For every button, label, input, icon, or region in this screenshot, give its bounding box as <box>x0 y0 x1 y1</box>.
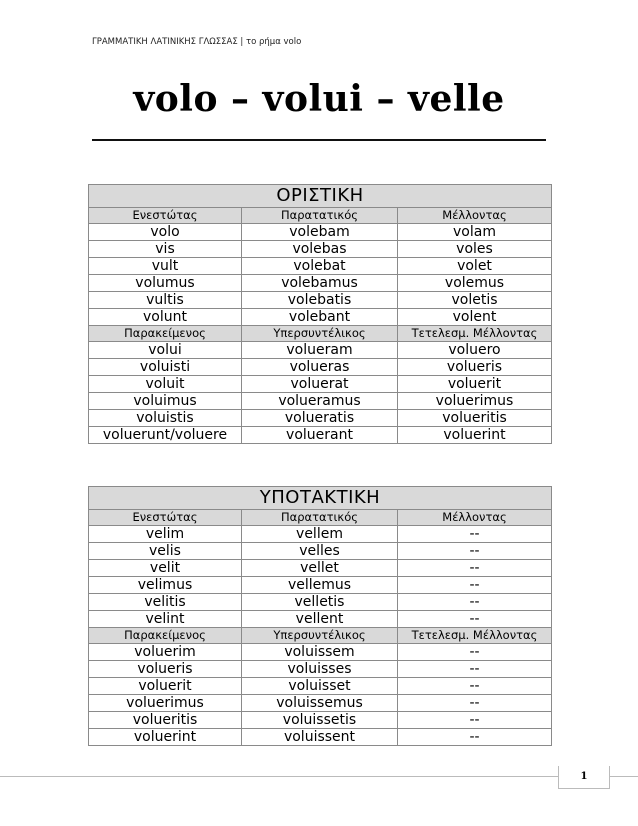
table-row <box>89 224 552 241</box>
table-row <box>89 526 552 543</box>
verb-form-cell: -- <box>398 729 552 746</box>
title-underline <box>92 139 546 141</box>
table-row <box>89 359 552 376</box>
table-row <box>89 292 552 309</box>
verb-form-cell: voluerint <box>89 729 242 746</box>
verb-form-cell: voluerant <box>242 427 398 444</box>
verb-form-cell: -- <box>398 543 552 560</box>
verb-form-cell: vultis <box>89 292 242 309</box>
verb-form-cell: voluerat <box>242 376 398 393</box>
verb-form-cell: vellem <box>242 526 398 543</box>
table-row <box>89 695 552 712</box>
verb-form-cell: voluerit <box>89 678 242 695</box>
table-row <box>89 594 552 611</box>
page-title: volo – volui – velle <box>133 78 505 120</box>
table-row <box>89 258 552 275</box>
verb-form-cell: voles <box>398 241 552 258</box>
verb-form-cell: velint <box>89 611 242 628</box>
verb-form-cell: volunt <box>89 309 242 326</box>
verb-form-cell: volueritis <box>398 410 552 427</box>
verb-form-cell: voluero <box>398 342 552 359</box>
verb-form-cell: volebatis <box>242 292 398 309</box>
verb-form-cell: velimus <box>89 577 242 594</box>
verb-form-cell: velitis <box>89 594 242 611</box>
verb-form-cell: -- <box>398 560 552 577</box>
verb-form-cell: -- <box>398 712 552 729</box>
verb-form-cell: -- <box>398 695 552 712</box>
verb-form-cell: -- <box>398 678 552 695</box>
verb-form-cell: -- <box>398 526 552 543</box>
verb-form-cell: volebant <box>242 309 398 326</box>
verb-form-cell: -- <box>398 594 552 611</box>
table-row <box>89 729 552 746</box>
tense-header: Ενεστώτας <box>89 510 242 526</box>
mood-heading-row <box>89 487 552 510</box>
verb-form-cell: voluerimus <box>398 393 552 410</box>
verb-form-cell: voluisti <box>89 359 242 376</box>
tense-header-row <box>89 510 552 526</box>
verb-form-cell: vellet <box>242 560 398 577</box>
verb-form-cell: voluissem <box>242 644 398 661</box>
verb-form-cell: volet <box>398 258 552 275</box>
verb-form-cell: vult <box>89 258 242 275</box>
verb-form-cell: volent <box>398 309 552 326</box>
verb-form-cell: volueras <box>242 359 398 376</box>
table-row <box>89 309 552 326</box>
verb-form-cell: velim <box>89 526 242 543</box>
verb-form-cell: volam <box>398 224 552 241</box>
table-row <box>89 712 552 729</box>
tense-header-row <box>89 628 552 644</box>
table-row <box>89 678 552 695</box>
table-row <box>89 393 552 410</box>
verb-form-cell: voluimus <box>89 393 242 410</box>
verb-form-cell: volueramus <box>242 393 398 410</box>
verb-form-cell: velletis <box>242 594 398 611</box>
verb-form-cell: volueris <box>398 359 552 376</box>
table-row <box>89 342 552 359</box>
tense-header: Μέλλοντας <box>398 208 552 224</box>
mood-heading: ΥΠΟΤΑΚΤΙΚΗ <box>89 487 552 510</box>
table-row <box>89 275 552 292</box>
verb-form-cell: volo <box>89 224 242 241</box>
verb-form-cell: vis <box>89 241 242 258</box>
verb-form-cell: volueram <box>242 342 398 359</box>
tense-header: Τετελεσμ. Μέλλοντας <box>398 628 552 644</box>
subjunctive-table <box>88 486 552 746</box>
table-row <box>89 376 552 393</box>
tense-header: Παρατατικός <box>242 510 398 526</box>
verb-form-cell: volebat <box>242 258 398 275</box>
tense-header: Ενεστώτας <box>89 208 242 224</box>
mood-heading-row <box>89 185 552 208</box>
verb-form-cell: volueritis <box>89 712 242 729</box>
verb-form-cell: volebamus <box>242 275 398 292</box>
tense-header: Υπερσυντέλικος <box>242 628 398 644</box>
verb-form-cell: velis <box>89 543 242 560</box>
verb-form-cell: volumus <box>89 275 242 292</box>
verb-form-cell: volueratis <box>242 410 398 427</box>
tense-header-row <box>89 208 552 224</box>
tense-header: Παρακείμενος <box>89 628 242 644</box>
verb-form-cell: -- <box>398 577 552 594</box>
verb-form-cell: voluisset <box>242 678 398 695</box>
tense-header: Παρακείμενος <box>89 326 242 342</box>
mood-heading: ΟΡΙΣΤΙΚΗ <box>89 185 552 208</box>
table-row <box>89 427 552 444</box>
tense-header: Τετελεσμ. Μέλλοντας <box>398 326 552 342</box>
verb-form-cell: -- <box>398 661 552 678</box>
verb-form-cell: vellemus <box>242 577 398 594</box>
verb-form-cell: voluerimus <box>89 695 242 712</box>
table-row <box>89 560 552 577</box>
verb-form-cell: volemus <box>398 275 552 292</box>
verb-form-cell: volebas <box>242 241 398 258</box>
verb-form-cell: voluissetis <box>242 712 398 729</box>
tense-header: Υπερσυντέλικος <box>242 326 398 342</box>
verb-form-cell: -- <box>398 611 552 628</box>
verb-form-cell: voletis <box>398 292 552 309</box>
verb-form-cell: volui <box>89 342 242 359</box>
verb-form-cell: volebam <box>242 224 398 241</box>
table-row <box>89 543 552 560</box>
verb-form-cell: volueris <box>89 661 242 678</box>
verb-form-cell: voluerint <box>398 427 552 444</box>
verb-form-cell: voluerunt/voluere <box>89 427 242 444</box>
tense-header: Παρατατικός <box>242 208 398 224</box>
verb-form-cell: vellent <box>242 611 398 628</box>
verb-form-cell: velles <box>242 543 398 560</box>
verb-form-cell: voluisses <box>242 661 398 678</box>
verb-form-cell: velit <box>89 560 242 577</box>
table-row <box>89 577 552 594</box>
verb-form-cell: voluerit <box>398 376 552 393</box>
verb-form-cell: voluerim <box>89 644 242 661</box>
page-number: 1 <box>558 766 610 789</box>
footer-rule <box>0 776 638 777</box>
table-row <box>89 661 552 678</box>
verb-form-cell: voluissent <box>242 729 398 746</box>
table-row <box>89 410 552 427</box>
table-row <box>89 644 552 661</box>
table-row <box>89 611 552 628</box>
indicative-table <box>88 184 552 444</box>
running-header: ΓΡΑΜΜΑΤΙΚΗ ΛΑΤΙΝΙΚΗΣ ΓΛΩΣΣΑΣ | το ρήμα volo <box>92 37 302 47</box>
table-row <box>89 241 552 258</box>
verb-form-cell: voluissemus <box>242 695 398 712</box>
tense-header-row <box>89 326 552 342</box>
verb-form-cell: voluistis <box>89 410 242 427</box>
tense-header: Μέλλοντας <box>398 510 552 526</box>
verb-form-cell: -- <box>398 644 552 661</box>
verb-form-cell: voluit <box>89 376 242 393</box>
